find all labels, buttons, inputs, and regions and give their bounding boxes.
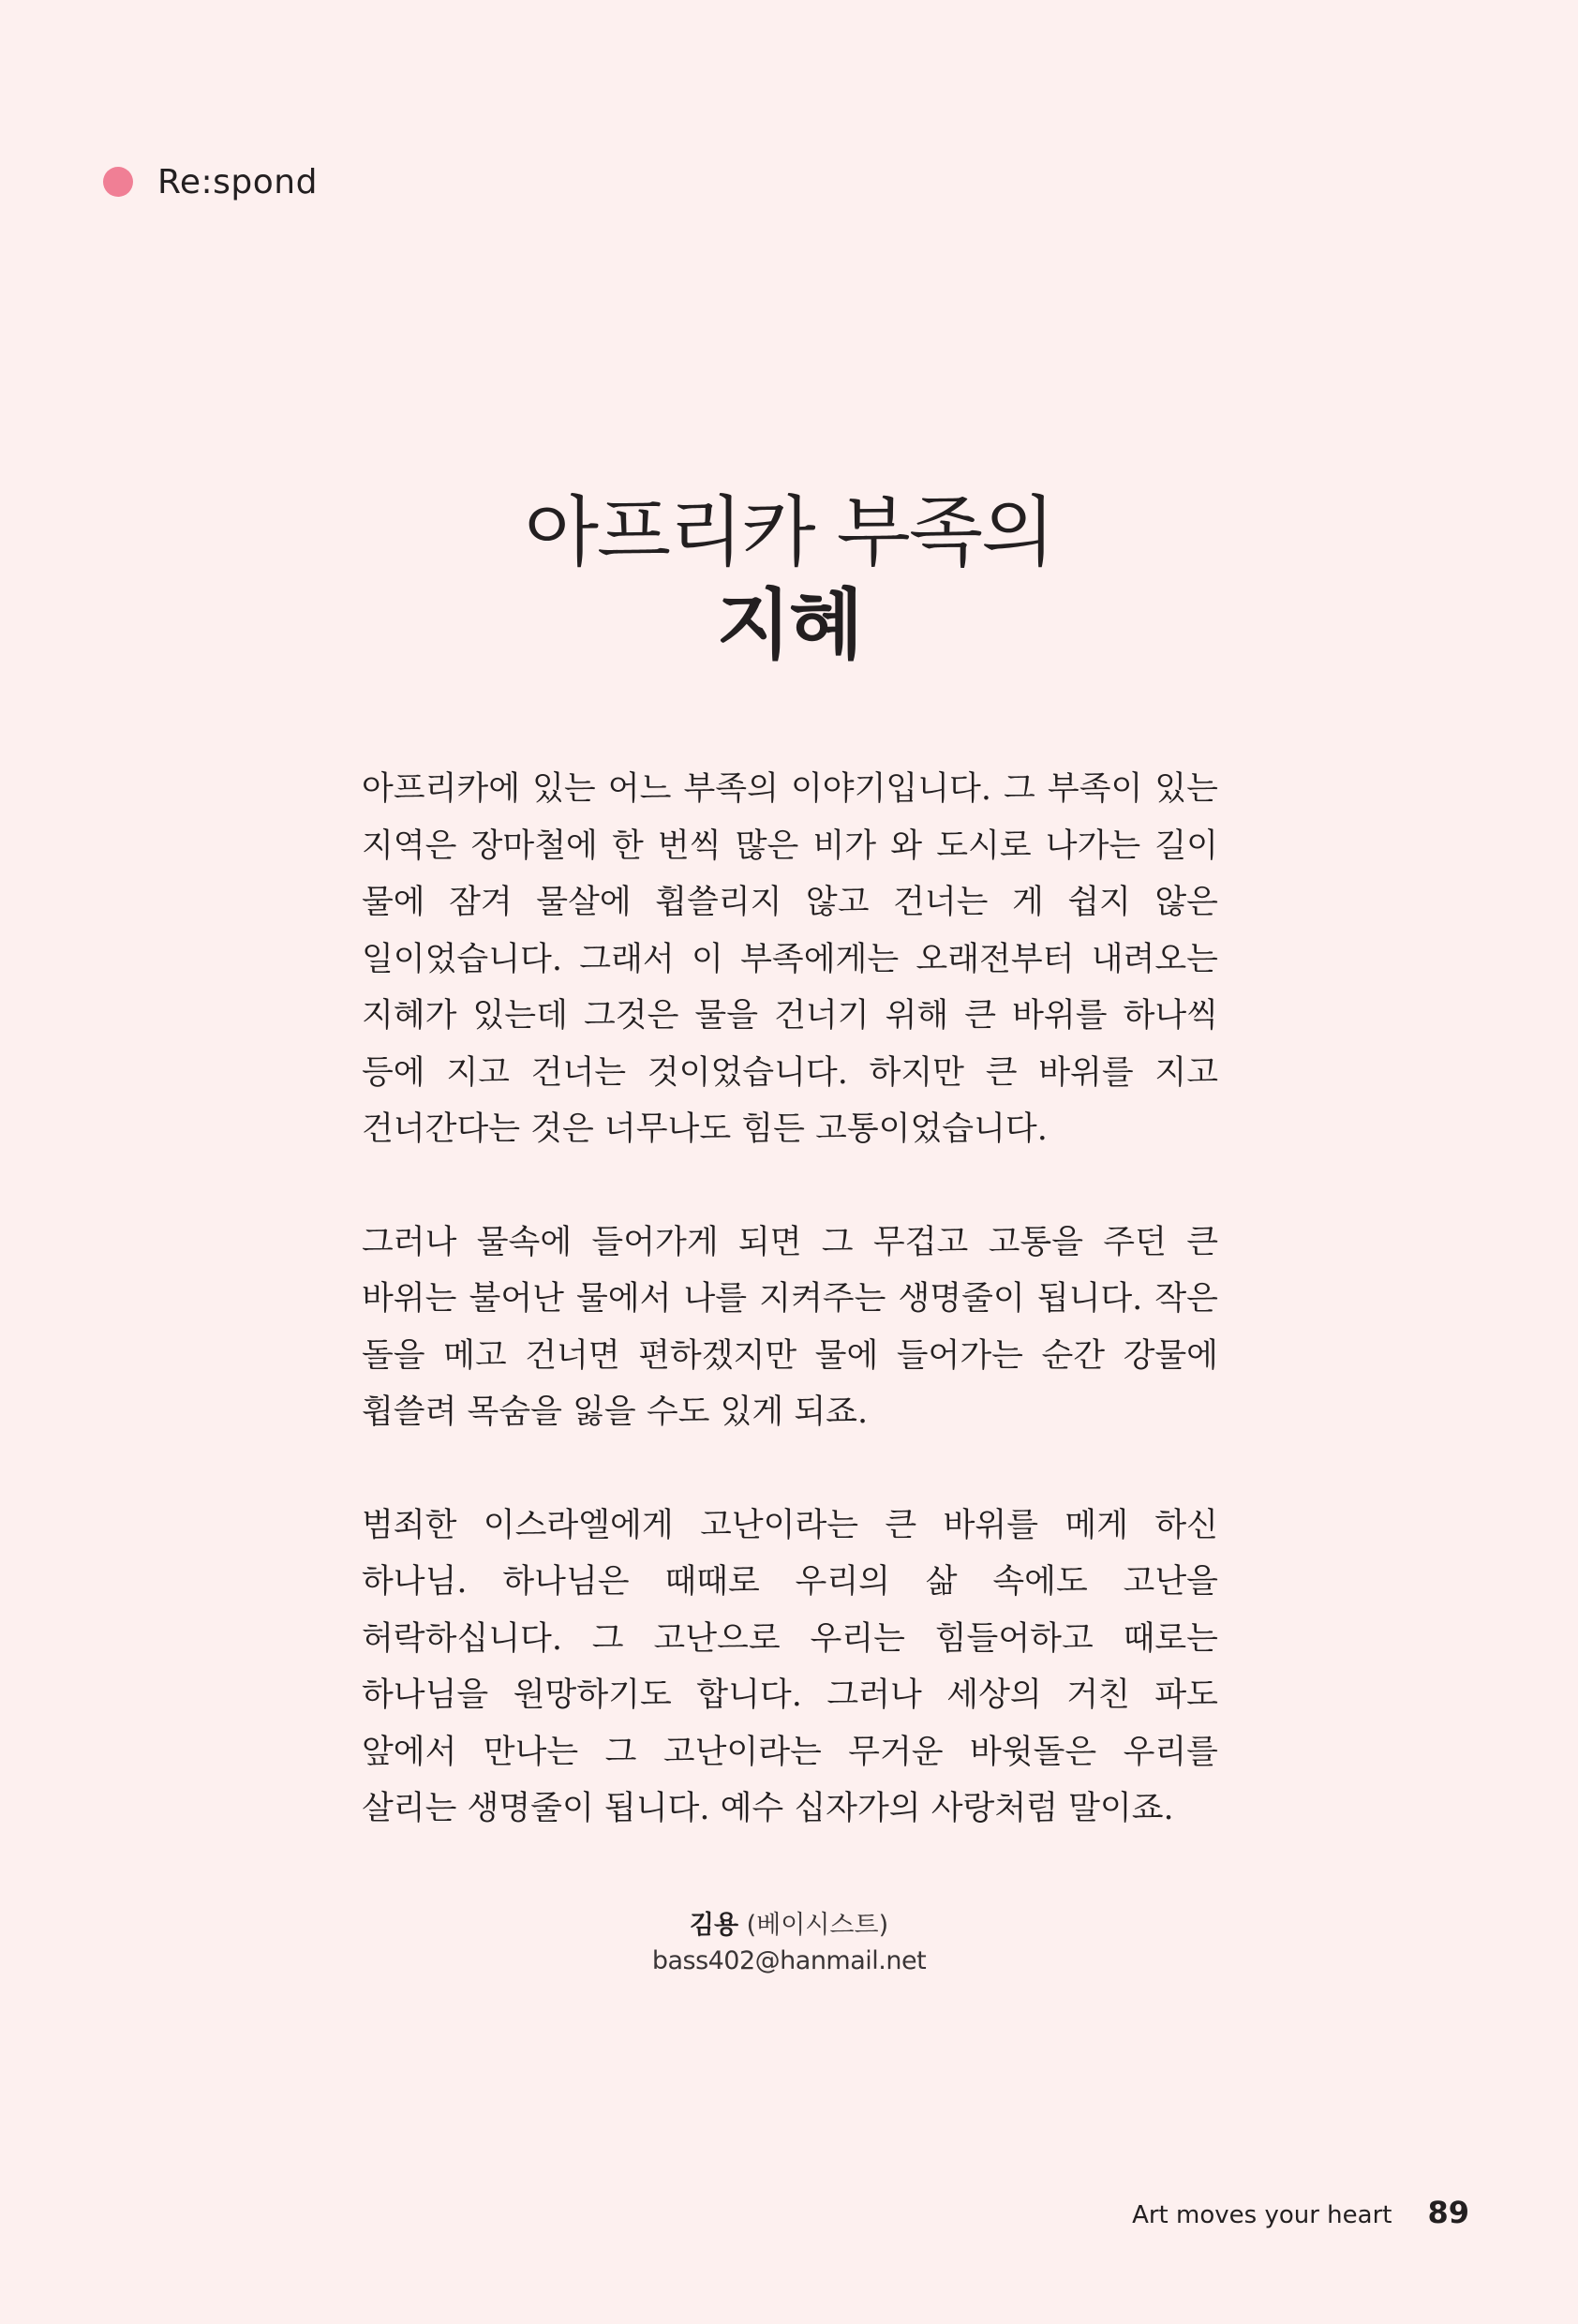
section-dot-icon: [103, 167, 133, 197]
page-footer: [1132, 2195, 1469, 2230]
article-title-line-2: 지혜: [716, 580, 862, 670]
article-title-line-1: 아프리카 부족의: [524, 488, 1054, 577]
author-email: bass402@hanmail.net: [651, 1946, 927, 1975]
author-credit: [0, 1908, 1578, 1979]
article-paragraph-1: 아프리카에 있는 어느 부족의 이야기입니다. 그 부족이 있는 지역은 장마철에 한 번씩 많은 비가 와 도시로 나가는 길이 물에 잠겨 물살에 휩쓸리지 않고 건너는 게 쉽지 않은 일이었습니다. 그래서 이 부족에게는 오래전부터 내려오는 지혜가 있는데 그것은 물을 건너기 위해 큰 바위를 하나씩 등에 지고 건너는 것이었습니다. 하지만 큰 바위를 지고 건너간다는 것은 너무나도 힘든 고통이었습니다.: [362, 770, 1218, 1148]
article-paragraph-3: 범죄한 이스라엘에게 고난이라는 큰 바위를 메게 하신 하나님. 하나님은 때때로 우리의 삶 속에도 고난을 허락하십니다. 그 고난으로 우리는 힘들어하고 때로는 하나님을 원망하기도 합니다. 그러나 세상의 거친 파도 앞에서 만나는 그 고난이라는 무거운 바윗돌은 우리를 살리는 생명줄이 됩니다. 예수 십자가의 사랑처럼 말이죠.: [362, 1506, 1218, 1827]
author-name: 김용: [689, 1911, 739, 1940]
footer-tagline: Art moves your heart: [1132, 2201, 1392, 2229]
section-label: Re:spond: [157, 162, 318, 201]
page-number: 89: [1427, 2195, 1469, 2230]
article-body: [362, 761, 1218, 1894]
section-tag: [103, 157, 318, 206]
article-title: [0, 487, 1578, 671]
article-paragraph-2: 그러나 물속에 들어가게 되면 그 무겁고 고통을 주던 큰 바위는 불어난 물에서 나를 지켜주는 생명줄이 됩니다. 작은 돌을 메고 건너면 편하겠지만 물에 들어가는 순간 강물에 휩쓸려 목숨을 잃을 수도 있게 되죠.: [362, 1223, 1218, 1431]
author-role: (베이시스트): [746, 1911, 889, 1940]
